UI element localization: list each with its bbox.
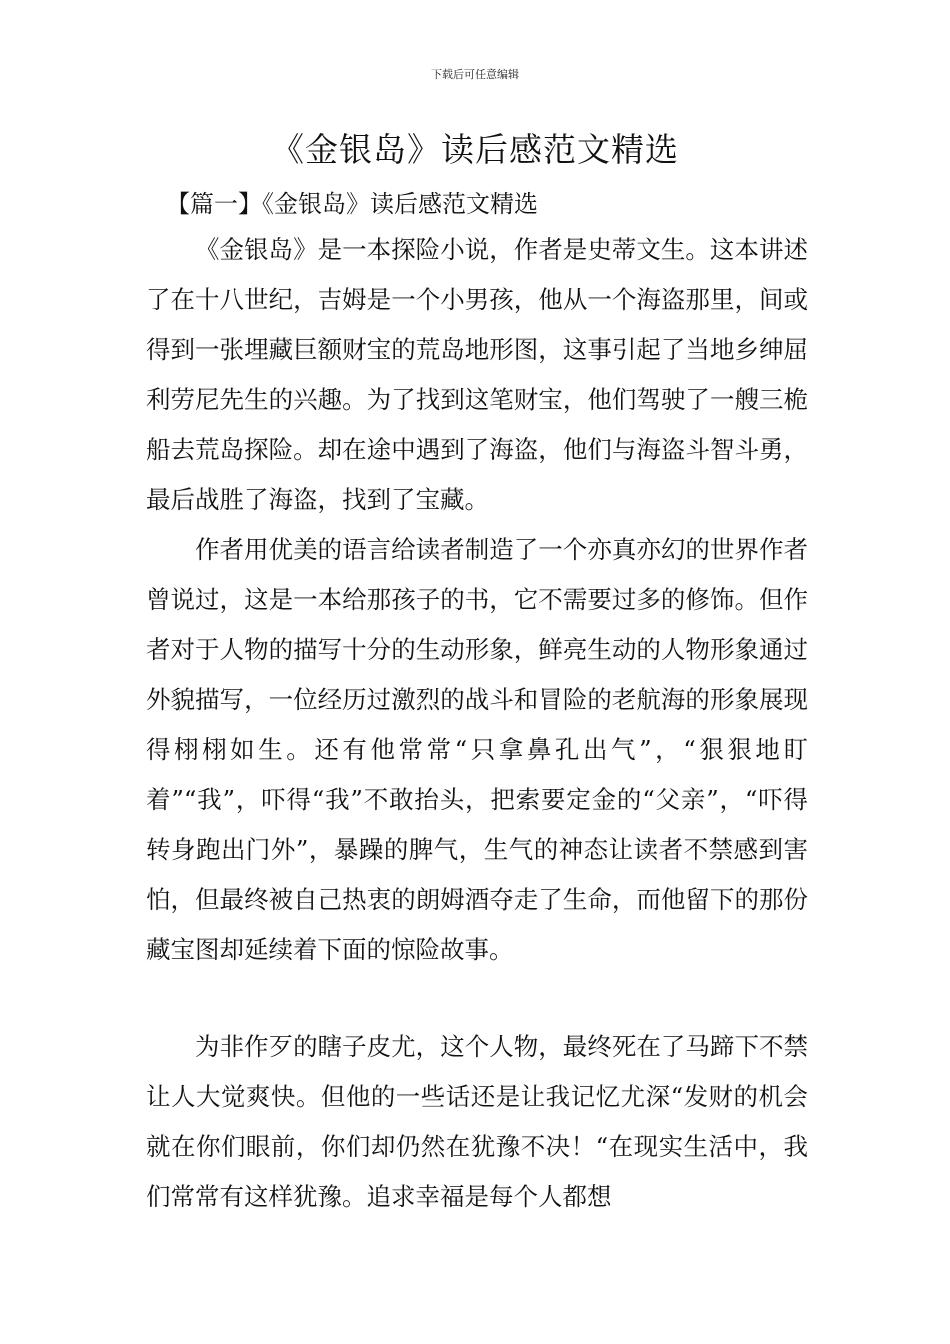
paragraph-3-block <box>146 1022 808 1222</box>
header-note: 下载后可任意编辑 <box>431 68 519 81</box>
paragraph-1-block <box>146 225 808 525</box>
section-heading: 【篇一】《金银岛》读后感范文精选 <box>166 190 538 218</box>
paragraph-2-block <box>146 525 808 975</box>
paragraph: 《金银岛》是一本探险小说，作者是史蒂文生。这本讲述了在十八世纪，吉姆是一个小男孩，他从一个海盗那里，间或得到一张埋藏巨额财宝的荒岛地形图，这事引起了当地乡绅屈利劳尼先生的兴趣。为了找到这笔财宝，他们驾驶了一艘三桅船去荒岛探险。却在途中遇到了海盗，他们与海盗斗智斗勇，最后战胜了海盗，找到了宝藏。 <box>146 235 808 514</box>
paragraph: 作者用优美的语言给读者制造了一个亦真亦幻的世界作者曾说过，这是一本给那孩子的书，它不需要过多的修饰。但作者对于人物的描写十分的生动形象，鲜亮生动的人物形象通过外貌描写，一位经历过激烈的战斗和冒险的老航海的形象展现得栩栩如生。还有他常常“只拿鼻孔出气”，“狠狠地盯着”“我”，吓得“我”不敢抬头，把索要定金的“父亲”，“吓得转身跑出门外”，暴躁的脾气，生气的神态让读者不禁感到害怕，但最终被自己热衷的朗姆酒夺走了生命，而他留下的那份藏宝图却延续着下面的惊险故事。 <box>146 535 808 964</box>
document-title: 《金银岛》读后感范文精选 <box>271 130 679 169</box>
paragraph: 为非作歹的瞎子皮尤，这个人物，最终死在了马蹄下不禁让人大觉爽快。但他的一些话还是让我记忆尤深“发财的机会就在你们眼前，你们却仍然在犹豫不决！“在现实生活中，我们常常有这样犹豫。追求幸福是每个人都想 <box>146 1032 808 1211</box>
